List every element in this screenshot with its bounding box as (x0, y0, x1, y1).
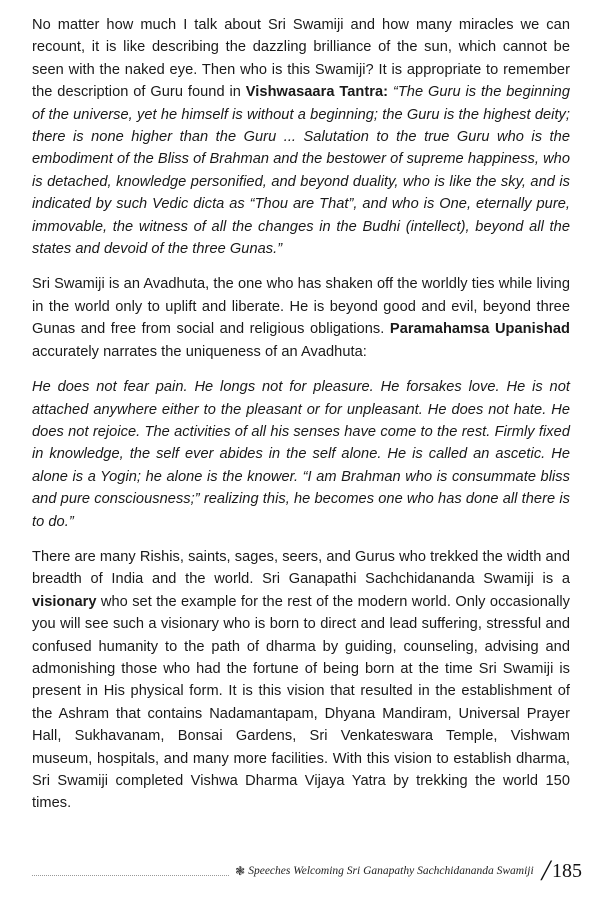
paragraph-2 (32, 273, 570, 363)
visionary-keyword: visionary (32, 593, 97, 610)
source-title-vishwasaara-tantra: Vishwasaara Tantra: (245, 84, 389, 101)
paragraph-4 (32, 546, 570, 815)
source-title-paramahamsa-upanishad: Paramahamsa Upanishad (389, 321, 570, 338)
paragraph-3-quotation (32, 376, 570, 533)
footer-dotted-rule (32, 875, 229, 876)
paragraph-2-intro: Sri Swamiji is an Avadhuta, the one who has shaken off the worldly ties while living in the world only to uplift and liberate. He is beyond good and evil, beyond three Gunas and free from social and religious obligations. (32, 276, 570, 338)
paragraph-1-intro: No matter how much I talk about Sri Swamiji and how many miracles we can recount, it is like describing the dazzling brilliance of the sun, which cannot be seen with the naked eye. Then who is this Swamiji? It is appropriate to remember the description of Guru found in (32, 17, 570, 101)
paragraph-2-end: accurately narrates the uniqueness of an Avadhuta: (32, 343, 367, 360)
guru-quotation: “The Guru is the beginning of the universe, yet he himself is without a beginning; the Guru is the highest deity; there is none higher than the Guru ... Salutation to the true Guru who is the embodiment of the Bliss of Brahman and the bestower of supreme happiness, who is detached, knowledge personified, and beyond duality, who is like the sky, and is indicated by such Vedic dicta as “Thou are That”, and who is One, eternally pure, immovable, the witness of all the changes in the Budhi (intellect), beyond all the states and devoid of the three Gunas.” (32, 84, 570, 258)
paragraph-4-body: who set the example for the rest of the modern world. Only occasionally you will see such a visionary who is born to direct and lead suffering, stressful and confused humanity to the path of dharma by guiding, counseling, advising and admonishing those who had the fortune of being born at the time Sri Swamiji is present in His physical form. It is this vision that resulted in the establishment of the Ashram that contains Nadamantapam, Dhyana Mandiram, Universal Prayer Hall, Sukhavanam, Bonsai Gardens, Sri Venkateswara Temple, Vishwam museum, hospitals, and many more facilities. With this vision to establish dharma, Sri Swamiji completed Vishwa Dharma Vijaya Yatra by trekking the world 150 times. (32, 593, 570, 812)
paragraph-4-intro: There are many Rishis, saints, sages, seers, and Gurus who trekked the width and breadth of India and the world. Sri Ganapathi Sachchidananda Swamiji is a (32, 548, 570, 588)
page-number-separator: / (541, 854, 550, 887)
page-number: 185 (552, 859, 582, 882)
page-body (32, 14, 570, 828)
paragraph-1 (32, 14, 570, 260)
flower-ornament-icon: ❃ (235, 864, 246, 878)
page-footer (32, 856, 582, 886)
avadhuta-quotation: He does not fear pain. He longs not for pleasure. He forsakes love. He is not attached anywhere either to the pleasant or for unpleasant. He does not hate. He does not rejoice. The activities of all his senses have come to the rest. Firmly fixed in knowledge, the self ever abides in the self alone. He is called an ascetic. He alone is a Yogin; he alone is the knower. “I am Brahman who is consummate bliss and pure consciousness;” realizing this, he becomes one who has done all there is to do.” (32, 379, 570, 530)
running-title: Speeches Welcoming Sri Ganapathy Sachchidananda Swamiji (248, 865, 534, 877)
